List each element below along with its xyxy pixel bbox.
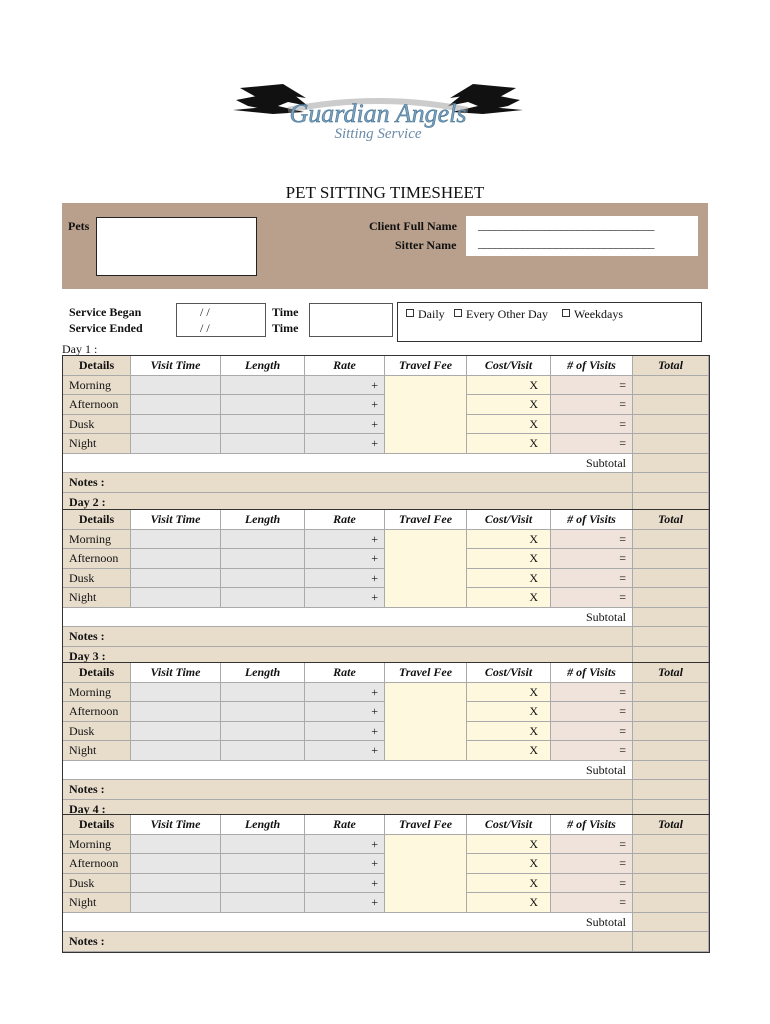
- day-3-grid: [62, 662, 710, 820]
- num-visits-input[interactable]: =: [551, 549, 633, 569]
- length-input[interactable]: [221, 835, 305, 855]
- col-header-visit-time: Visit Time: [131, 815, 221, 835]
- length-input[interactable]: [221, 683, 305, 703]
- travel-fee-input[interactable]: [385, 530, 467, 608]
- option-every-other-day[interactable]: Every Other Day: [454, 307, 548, 322]
- time-began-label: Time: [272, 305, 299, 319]
- cost-per-visit-input[interactable]: X: [467, 683, 551, 703]
- col-header-travel-fee: Travel Fee: [385, 663, 467, 683]
- rate-input[interactable]: +: [305, 683, 385, 703]
- length-input[interactable]: [221, 415, 305, 435]
- next-day-label: Day 3 :: [63, 647, 633, 667]
- rate-input[interactable]: +: [305, 835, 385, 855]
- visit-time-input[interactable]: [131, 549, 221, 569]
- day-1-label: Day 1 :: [62, 342, 98, 356]
- col-header-cost-per-visit: Cost/Visit: [467, 815, 551, 835]
- visit-time-input[interactable]: [131, 702, 221, 722]
- row-label: Night: [63, 893, 131, 913]
- rate-input[interactable]: +: [305, 874, 385, 894]
- row-label: Night: [63, 588, 131, 608]
- row-label: Dusk: [63, 722, 131, 742]
- subtotal-output: [633, 913, 709, 933]
- logo-line2: Sitting Service: [334, 126, 422, 142]
- subtotal-output: [633, 761, 709, 781]
- col-header-rate: Rate: [305, 663, 385, 683]
- total-output: [633, 588, 709, 608]
- col-header-length: Length: [221, 356, 305, 376]
- cost-per-visit-input[interactable]: X: [467, 569, 551, 589]
- visit-time-input[interactable]: [131, 415, 221, 435]
- col-header-visit-time: Visit Time: [131, 356, 221, 376]
- cost-per-visit-input[interactable]: X: [467, 549, 551, 569]
- sitter-name-field[interactable]: ________________________________: [478, 236, 654, 250]
- cost-per-visit-input[interactable]: X: [467, 874, 551, 894]
- cost-per-visit-input[interactable]: X: [467, 722, 551, 742]
- rate-input[interactable]: +: [305, 530, 385, 550]
- visit-time-input[interactable]: [131, 722, 221, 742]
- visit-time-input[interactable]: [131, 395, 221, 415]
- total-output: [633, 854, 709, 874]
- visit-time-input[interactable]: [131, 588, 221, 608]
- rate-input[interactable]: +: [305, 434, 385, 454]
- client-name-label: Client Full Name: [369, 219, 457, 233]
- rate-input[interactable]: +: [305, 702, 385, 722]
- length-input[interactable]: [221, 854, 305, 874]
- length-input[interactable]: [221, 874, 305, 894]
- total-output: [633, 569, 709, 589]
- day-1-grid: [62, 355, 710, 513]
- cost-per-visit-input[interactable]: X: [467, 835, 551, 855]
- col-header-length: Length: [221, 510, 305, 530]
- sitter-name-label: Sitter Name: [395, 238, 457, 252]
- pets-field[interactable]: [96, 217, 257, 276]
- total-output: [633, 549, 709, 569]
- total-output: [633, 683, 709, 703]
- num-visits-input[interactable]: =: [551, 722, 633, 742]
- col-header-num-visits: # of Visits: [551, 356, 633, 376]
- visit-time-input[interactable]: [131, 835, 221, 855]
- col-header-total: Total: [633, 510, 709, 530]
- total-output: [633, 722, 709, 742]
- visit-time-input[interactable]: [131, 376, 221, 396]
- total-output: [633, 741, 709, 761]
- total-output: [633, 415, 709, 435]
- rate-input[interactable]: +: [305, 549, 385, 569]
- num-visits-input[interactable]: =: [551, 835, 633, 855]
- row-label: Morning: [63, 683, 131, 703]
- num-visits-input[interactable]: =: [551, 893, 633, 913]
- service-times-field[interactable]: [309, 303, 393, 337]
- row-label: Afternoon: [63, 395, 131, 415]
- cost-per-visit-input[interactable]: X: [467, 376, 551, 396]
- rate-input[interactable]: +: [305, 395, 385, 415]
- length-input[interactable]: [221, 434, 305, 454]
- length-input[interactable]: [221, 549, 305, 569]
- row-label: Night: [63, 741, 131, 761]
- col-header-cost-per-visit: Cost/Visit: [467, 356, 551, 376]
- cost-per-visit-input[interactable]: X: [467, 702, 551, 722]
- cost-per-visit-input[interactable]: X: [467, 741, 551, 761]
- num-visits-input[interactable]: =: [551, 702, 633, 722]
- length-input[interactable]: [221, 530, 305, 550]
- option-daily[interactable]: Daily: [406, 307, 445, 322]
- col-header-details: Details: [63, 356, 131, 376]
- length-input[interactable]: [221, 376, 305, 396]
- cost-per-visit-input[interactable]: X: [467, 395, 551, 415]
- subtotal-output: [633, 454, 709, 474]
- service-began-date[interactable]: / /: [200, 305, 210, 319]
- rate-input[interactable]: +: [305, 893, 385, 913]
- cost-per-visit-input[interactable]: X: [467, 530, 551, 550]
- visit-time-input[interactable]: [131, 854, 221, 874]
- travel-fee-input[interactable]: [385, 683, 467, 761]
- client-name-field[interactable]: ________________________________: [478, 218, 654, 232]
- total-output: [633, 530, 709, 550]
- col-header-rate: Rate: [305, 510, 385, 530]
- num-visits-input[interactable]: =: [551, 530, 633, 550]
- visit-time-input[interactable]: [131, 434, 221, 454]
- visit-time-input[interactable]: [131, 569, 221, 589]
- day-2-grid: [62, 509, 710, 667]
- cost-per-visit-input[interactable]: X: [467, 893, 551, 913]
- visit-time-input[interactable]: [131, 530, 221, 550]
- notes-label[interactable]: Notes :: [63, 627, 633, 647]
- total-output: [633, 434, 709, 454]
- service-dates-field[interactable]: [176, 303, 266, 337]
- subtotal-label: Subtotal: [63, 761, 633, 781]
- notes-extra: [633, 780, 709, 800]
- subtotal-label: Subtotal: [63, 454, 633, 474]
- cost-per-visit-input[interactable]: X: [467, 854, 551, 874]
- name-fields: [466, 216, 698, 256]
- col-header-cost-per-visit: Cost/Visit: [467, 510, 551, 530]
- visit-time-input[interactable]: [131, 683, 221, 703]
- total-output: [633, 874, 709, 894]
- visit-time-input[interactable]: [131, 741, 221, 761]
- col-header-travel-fee: Travel Fee: [385, 356, 467, 376]
- col-header-total: Total: [633, 815, 709, 835]
- col-header-visit-time: Visit Time: [131, 510, 221, 530]
- num-visits-input[interactable]: =: [551, 854, 633, 874]
- col-header-num-visits: # of Visits: [551, 663, 633, 683]
- num-visits-input[interactable]: =: [551, 588, 633, 608]
- guardian-angels-logo: [228, 80, 528, 148]
- row-label: Morning: [63, 530, 131, 550]
- num-visits-input[interactable]: =: [551, 395, 633, 415]
- service-began-label: Service Began: [69, 305, 142, 319]
- length-input[interactable]: [221, 702, 305, 722]
- total-output: [633, 893, 709, 913]
- col-header-length: Length: [221, 815, 305, 835]
- col-header-travel-fee: Travel Fee: [385, 510, 467, 530]
- checkbox-icon[interactable]: [562, 309, 570, 317]
- col-header-visit-time: Visit Time: [131, 663, 221, 683]
- rate-input[interactable]: +: [305, 741, 385, 761]
- row-label: Afternoon: [63, 854, 131, 874]
- row-label: Dusk: [63, 569, 131, 589]
- notes-label[interactable]: Notes :: [63, 473, 633, 493]
- notes-label[interactable]: Notes :: [63, 780, 633, 800]
- col-header-total: Total: [633, 356, 709, 376]
- subtotal-output: [633, 608, 709, 628]
- col-header-details: Details: [63, 510, 131, 530]
- cost-per-visit-input[interactable]: X: [467, 588, 551, 608]
- num-visits-input[interactable]: =: [551, 569, 633, 589]
- rate-input[interactable]: +: [305, 722, 385, 742]
- num-visits-input[interactable]: =: [551, 874, 633, 894]
- subtotal-label: Subtotal: [63, 913, 633, 933]
- checkbox-icon[interactable]: [406, 309, 414, 317]
- time-ended-label: Time: [272, 321, 299, 335]
- col-header-details: Details: [63, 815, 131, 835]
- length-input[interactable]: [221, 893, 305, 913]
- row-label: Afternoon: [63, 549, 131, 569]
- col-header-num-visits: # of Visits: [551, 815, 633, 835]
- subtotal-label: Subtotal: [63, 608, 633, 628]
- travel-fee-input[interactable]: [385, 835, 467, 913]
- row-label: Afternoon: [63, 702, 131, 722]
- row-label: Morning: [63, 376, 131, 396]
- col-header-details: Details: [63, 663, 131, 683]
- day-4-grid: [62, 814, 710, 953]
- col-header-travel-fee: Travel Fee: [385, 815, 467, 835]
- visit-time-input[interactable]: [131, 893, 221, 913]
- rate-input[interactable]: +: [305, 415, 385, 435]
- total-output: [633, 395, 709, 415]
- total-output: [633, 835, 709, 855]
- row-label: Morning: [63, 835, 131, 855]
- col-header-length: Length: [221, 663, 305, 683]
- num-visits-input[interactable]: =: [551, 741, 633, 761]
- visit-time-input[interactable]: [131, 874, 221, 894]
- page-title: PET SITTING TIMESHEET: [285, 183, 485, 202]
- service-ended-label: Service Ended: [69, 321, 143, 335]
- rate-input[interactable]: +: [305, 854, 385, 874]
- row-label: Dusk: [63, 415, 131, 435]
- checkbox-icon[interactable]: [454, 309, 462, 317]
- length-input[interactable]: [221, 395, 305, 415]
- num-visits-input[interactable]: =: [551, 683, 633, 703]
- row-label: Dusk: [63, 874, 131, 894]
- notes-label[interactable]: Notes :: [63, 932, 633, 952]
- col-header-rate: Rate: [305, 815, 385, 835]
- num-visits-input[interactable]: =: [551, 434, 633, 454]
- col-header-num-visits: # of Visits: [551, 510, 633, 530]
- travel-fee-input[interactable]: [385, 376, 467, 454]
- num-visits-input[interactable]: =: [551, 376, 633, 396]
- service-ended-date[interactable]: / /: [200, 321, 210, 335]
- total-output: [633, 376, 709, 396]
- notes-extra: [633, 473, 709, 493]
- length-input[interactable]: [221, 741, 305, 761]
- length-input[interactable]: [221, 588, 305, 608]
- frequency-options: [397, 302, 702, 342]
- option-weekdays[interactable]: Weekdays: [562, 307, 623, 322]
- cost-per-visit-input[interactable]: X: [467, 434, 551, 454]
- cost-per-visit-input[interactable]: X: [467, 415, 551, 435]
- rate-input[interactable]: +: [305, 376, 385, 396]
- rate-input[interactable]: +: [305, 588, 385, 608]
- notes-extra: [633, 932, 709, 952]
- total-output: [633, 702, 709, 722]
- rate-input[interactable]: +: [305, 569, 385, 589]
- notes-extra: [633, 627, 709, 647]
- next-day-label: Day 4 :: [63, 800, 633, 820]
- pets-label: Pets: [68, 219, 90, 233]
- col-header-cost-per-visit: Cost/Visit: [467, 663, 551, 683]
- length-input[interactable]: [221, 569, 305, 589]
- col-header-rate: Rate: [305, 356, 385, 376]
- num-visits-input[interactable]: =: [551, 415, 633, 435]
- next-day-label: Day 2 :: [63, 493, 633, 513]
- length-input[interactable]: [221, 722, 305, 742]
- col-header-total: Total: [633, 663, 709, 683]
- row-label: Night: [63, 434, 131, 454]
- logo-line1: Guardian Angels: [289, 99, 467, 128]
